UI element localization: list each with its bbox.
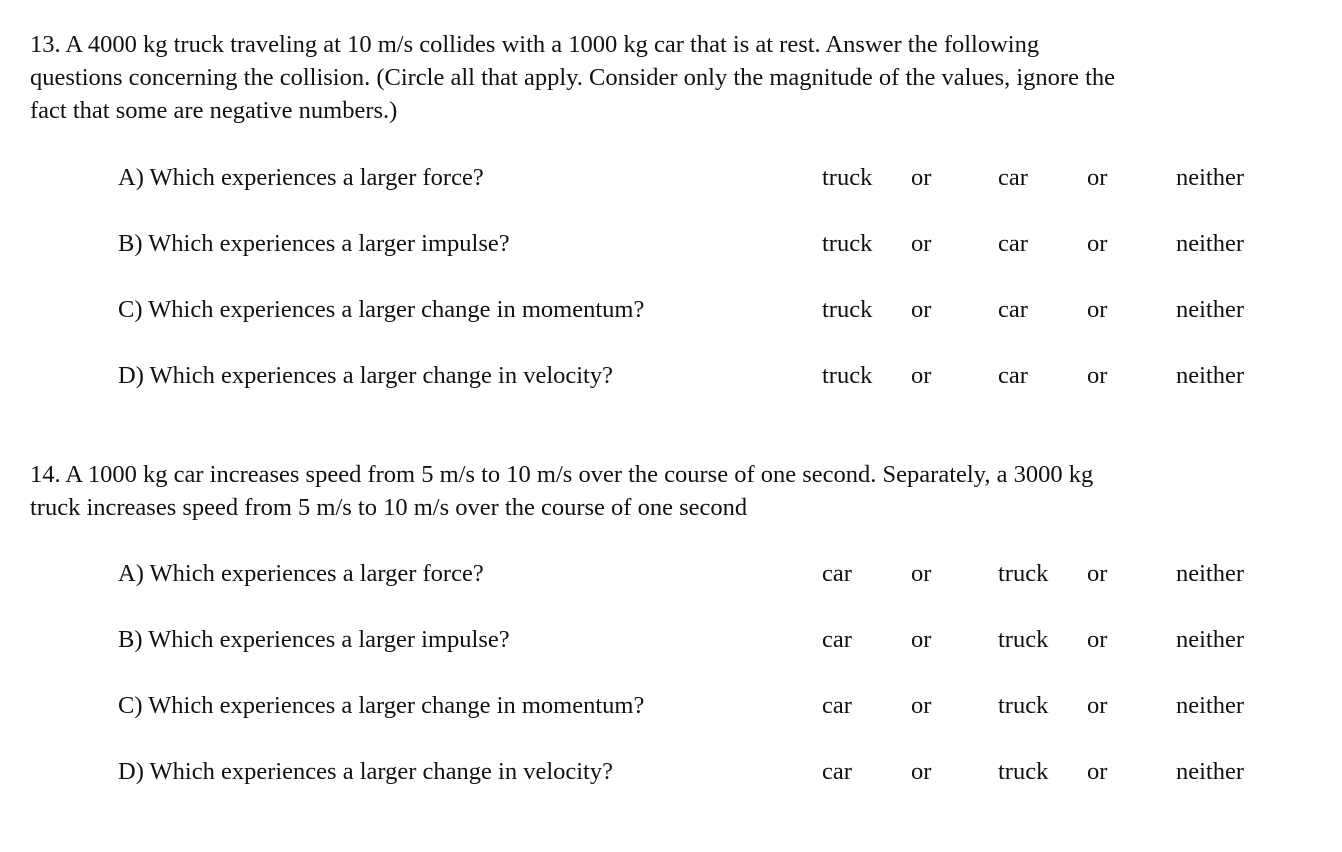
choice-separator: or xyxy=(911,296,932,323)
choice-neither[interactable]: neither xyxy=(1176,164,1245,191)
item-label: C) Which experiences a larger change in momentum? xyxy=(118,692,645,719)
question-13-item-d xyxy=(0,359,1342,393)
choice-truck[interactable]: truck xyxy=(998,626,1049,653)
item-label: D) Which experiences a larger change in velocity? xyxy=(118,362,613,389)
choice-separator: or xyxy=(1087,692,1108,719)
choice-separator: or xyxy=(1087,626,1108,653)
item-label: D) Which experiences a larger change in velocity? xyxy=(118,758,613,785)
choice-truck[interactable]: truck xyxy=(822,230,873,257)
item-label: B) Which experiences a larger impulse? xyxy=(118,626,510,653)
choice-truck[interactable]: truck xyxy=(822,296,873,323)
choice-car[interactable]: car xyxy=(998,164,1028,191)
question-13-item-b xyxy=(0,227,1342,261)
choice-separator: or xyxy=(911,230,932,257)
choice-separator: or xyxy=(911,164,932,191)
question-13-line-2: questions concerning the collision. (Circle all that apply. Consider only the magnitude of the values, ignore the xyxy=(30,64,1115,91)
choice-separator: or xyxy=(911,758,932,785)
question-14-item-d xyxy=(0,755,1342,789)
choice-neither[interactable]: neither xyxy=(1176,560,1245,587)
item-label: C) Which experiences a larger change in momentum? xyxy=(118,296,645,323)
choice-truck[interactable]: truck xyxy=(822,164,873,191)
question-14-item-b xyxy=(0,623,1342,657)
choice-truck[interactable]: truck xyxy=(822,362,873,389)
choice-neither[interactable]: neither xyxy=(1176,692,1245,719)
choice-separator: or xyxy=(1087,164,1108,191)
question-14-line-2: truck increases speed from 5 m/s to 10 m/s over the course of one second xyxy=(30,494,748,521)
question-14-prompt xyxy=(30,458,1300,524)
choice-car[interactable]: car xyxy=(822,560,852,587)
choice-car[interactable]: car xyxy=(822,692,852,719)
choice-car[interactable]: car xyxy=(998,296,1028,323)
choice-truck[interactable]: truck xyxy=(998,758,1049,785)
choice-truck[interactable]: truck xyxy=(998,560,1049,587)
question-14-item-c xyxy=(0,689,1342,723)
choice-separator: or xyxy=(1087,758,1108,785)
choice-separator: or xyxy=(911,560,932,587)
choice-car[interactable]: car xyxy=(998,362,1028,389)
choice-car[interactable]: car xyxy=(822,758,852,785)
choice-neither[interactable]: neither xyxy=(1176,230,1245,257)
choice-separator: or xyxy=(1087,296,1108,323)
choice-separator: or xyxy=(1087,362,1108,389)
choice-separator: or xyxy=(911,692,932,719)
question-13-prompt xyxy=(30,28,1300,127)
question-14-item-a xyxy=(0,557,1342,591)
choice-car[interactable]: car xyxy=(822,626,852,653)
choice-car[interactable]: car xyxy=(998,230,1028,257)
choice-neither[interactable]: neither xyxy=(1176,296,1245,323)
item-label: A) Which experiences a larger force? xyxy=(118,560,484,587)
choice-separator: or xyxy=(1087,560,1108,587)
choice-neither[interactable]: neither xyxy=(1176,758,1245,785)
question-13-item-c xyxy=(0,293,1342,327)
choice-separator: or xyxy=(911,626,932,653)
choice-truck[interactable]: truck xyxy=(998,692,1049,719)
choice-separator: or xyxy=(911,362,932,389)
question-14-line-1: 14. A 1000 kg car increases speed from 5 m/s to 10 m/s over the course of one second. Separately, a 3000 kg xyxy=(30,461,1094,488)
choice-neither[interactable]: neither xyxy=(1176,362,1245,389)
item-label: B) Which experiences a larger impulse? xyxy=(118,230,510,257)
choice-separator: or xyxy=(1087,230,1108,257)
question-13-line-3: fact that some are negative numbers.) xyxy=(30,97,398,124)
question-13-item-a xyxy=(0,161,1342,195)
choice-neither[interactable]: neither xyxy=(1176,626,1245,653)
question-13-line-1: 13. A 4000 kg truck traveling at 10 m/s collides with a 1000 kg car that is at rest. Answer the following xyxy=(30,31,1040,58)
item-label: A) Which experiences a larger force? xyxy=(118,164,484,191)
